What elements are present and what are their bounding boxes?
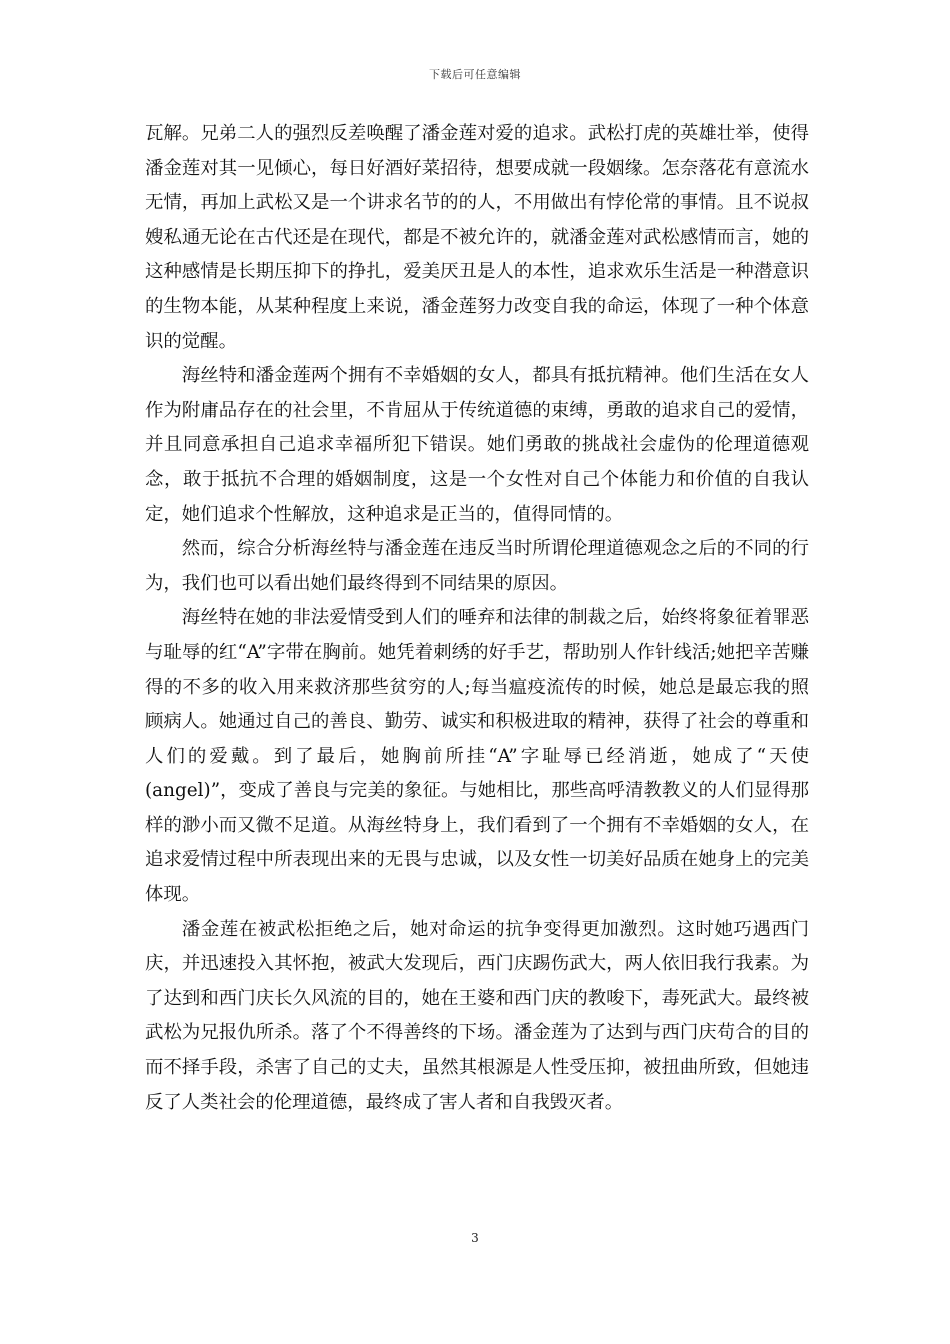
paragraph-3: 然而，综合分析海丝特与潘金莲在违反当时所谓伦理道德观念之后的不同的行为，我们也可以看出她们最终得到不同结果的原因。 bbox=[145, 538, 809, 594]
page-number: 3 bbox=[471, 1231, 479, 1245]
page-header: 下载后可任意编辑 bbox=[429, 68, 521, 81]
paragraph-1: 瓦解。兄弟二人的强烈反差唤醒了潘金莲对爱的追求。武松打虎的英雄壮举，使得潘金莲对其一见倾心，每日好酒好菜招待，想要成就一段姻缘。怎奈落花有意流水无情，再加上武松又是一个讲求名节的的人，不用做出有悖伦常的事情。且不说叔嫂私通无论在古代还是在现代，都是不被允许的，就潘金莲对武松感情而言，她的这种感情是长期压抑下的挣扎，爱美厌丑是人的本性，追求欢乐生活是一种潜意识的生物本能，从某种程度上来说，潘金莲努力改变自我的命运，体现了一种个体意识的觉醒。 bbox=[145, 123, 809, 352]
paragraph-5: 潘金莲在被武松拒绝之后，她对命运的抗争变得更加激烈。这时她巧遇西门庆，并迅速投入其怀抱，被武大发现后，西门庆踢伤武大，两人依旧我行我素。为了达到和西门庆长久风流的目的，她在王婆和西门庆的教唆下，毒死武大。最终被武松为兄报仇所杀。落了个不得善终的下场。潘金莲为了达到与西门庆苟合的目的而不择手段，杀害了自己的丈夫，虽然其根源是人性受压抑，被扭曲所致，但她违反了人类社会的伦理道德，最终成了害人者和自我毁灭者。 bbox=[145, 918, 809, 1113]
paragraph-4: 海丝特在她的非法爱情受到人们的唾弃和法律的制裁之后，始终将象征着罪恶与耻辱的红“A”字带在胸前。她凭着刺绣的好手艺，帮助别人作针线活;她把辛苦赚得的不多的收入用来救济那些贫穷的人;每当瘟疫流传的时候，她总是最忘我的照顾病人。她通过自己的善良、勤劳、诚实和积极进取的精神，获得了社会的尊重和人们的爱戴。到了最后，她胸前所挂“A”字耻辱已经消逝，她成了“天使(angel)”，变成了善良与完美的象征。与她相比，那些高呼清教教义的人们显得那样的渺小而又微不足道。从海丝特身上，我们看到了一个拥有不幸婚姻的女人，在追求爱情过程中所表现出来的无畏与忠诚，以及女性一切美好品质在她身上的完美体现。 bbox=[145, 607, 809, 906]
paragraph-2: 海丝特和潘金莲两个拥有不幸婚姻的女人，都具有抵抗精神。他们生活在女人作为附庸品存在的社会里，不肯屈从于传统道德的束缚，勇敢的追求自己的爱情，并且同意承担自己追求幸福所犯下错误。她们勇敢的挑战社会虚伪的伦理道德观念，敢于抵抗不合理的婚姻制度，这是一个女性对自己个体能力和价值的自我认定，她们追求个性解放，这种追求是正当的，值得同情的。 bbox=[145, 365, 809, 525]
document-body bbox=[145, 117, 809, 1120]
